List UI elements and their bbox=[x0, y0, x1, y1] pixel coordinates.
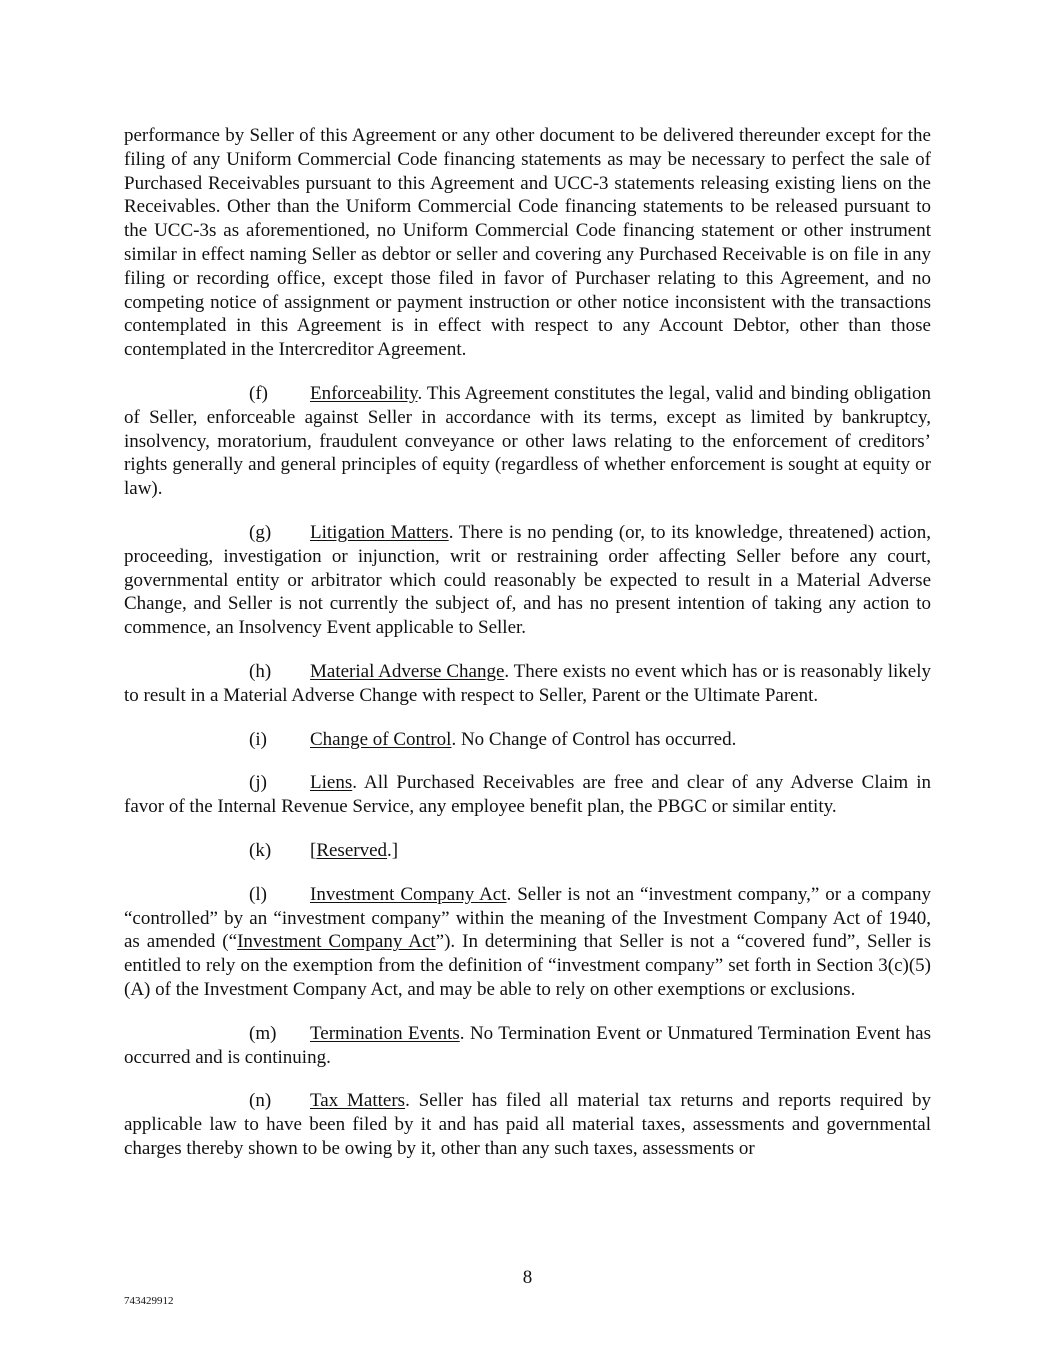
section-g-body: . There is no pending (or, to its knowledge, threatened) action, proceeding, investigation or injunction, writ or restraining order affecting Seller before any court, governmental entity or arbitrator which could reasonably be expected to result in a Material Adverse Change, and Seller is not currently the subject of, and has no present intention of taking any action to commence, an Insolvency Event applicable to Seller. bbox=[124, 521, 931, 639]
page-number: 8 bbox=[522, 1267, 533, 1288]
section-j bbox=[124, 771, 931, 819]
section-n bbox=[124, 1089, 931, 1160]
section-f-label: (f) bbox=[249, 382, 268, 404]
document-id: 743429912 bbox=[124, 1295, 174, 1307]
section-l-heading: Investment Company Act bbox=[310, 883, 507, 905]
section-n-label: (n) bbox=[249, 1090, 272, 1112]
section-n-heading: Tax Matters bbox=[310, 1090, 406, 1112]
section-h-heading: Material Adverse Change bbox=[310, 660, 505, 682]
section-m-label: (m) bbox=[249, 1022, 277, 1044]
section-l-body-a: . Seller is not an “investment company,” or a company “controlled” by an “investment company” within the meaning of the Investment Company Act of 1940, as amended (“ bbox=[124, 883, 931, 953]
intro-paragraph: performance by Seller of this Agreement or any other document to be delivered thereunder except for the filing of any Uniform Commercial Code financing statements as may be necessary to perfect the sale of Purchased Receivables pursuant to this Agreement and UCC-3 statements releasing existing liens on the Receivables. Other than the Uniform Commercial Code financing statements to be released pursuant to the UCC-3s as aforementioned, no Uniform Commercial Code financing statement or other instrument similar in effect naming Seller as debtor or seller and covering any Purchased Receivable is on file in any filing or recording office, except those filed in favor of Purchaser relating to this Agreement, and no competing notice of assignment or payment instruction or other notice inconsistent with the transactions contemplated in this Agreement is in effect with respect to any Account Debtor, other than those contemplated in the Intercreditor Agreement. bbox=[124, 125, 931, 361]
section-k-label: (k) bbox=[249, 839, 272, 861]
section-k bbox=[124, 839, 931, 863]
section-f-body: . This Agreement constitutes the legal, valid and binding obligation of Seller, enforceable against Seller in accordance with its terms, except as limited by bankruptcy, insolvency, moratorium, fraudulent conveyance or other laws relating to the enforcement of creditors’ rights generally and general principles of equity (regardless of whether enforcement is sought at equity or law). bbox=[124, 382, 931, 500]
section-g bbox=[124, 521, 931, 640]
section-i-body: . No Change of Control has occurred. bbox=[451, 728, 737, 750]
section-l bbox=[124, 883, 931, 1002]
section-m bbox=[124, 1022, 931, 1070]
section-m-body: . No Termination Event or Unmatured Termination Event has occurred and is continuing. bbox=[124, 1022, 931, 1068]
section-h bbox=[124, 660, 931, 708]
section-k-bracket-open: [ bbox=[310, 839, 317, 861]
section-n-body: . Seller has filed all material tax returns and reports required by applicable law to have been filed by it and has paid all material taxes, assessments and governmental charges thereby shown to be owing by it, other than any such taxes, assessments or bbox=[124, 1090, 931, 1159]
section-f-heading: Enforceability bbox=[310, 382, 418, 404]
section-k-body: .] bbox=[387, 839, 399, 861]
section-i bbox=[124, 728, 931, 752]
section-i-label: (i) bbox=[249, 728, 267, 750]
section-h-body: . There exists no event which has or is reasonably likely to result in a Material Adverse Change with respect to Seller, Parent or the Ultimate Parent. bbox=[124, 660, 931, 706]
section-l-label: (l) bbox=[249, 883, 267, 905]
section-l-body-b: ”). In determining that Seller is not a “covered fund”, Seller is entitled to rely on the exemption from the definition of “investment company” set forth in Section 3(c)(5)(A) of the Investment Company Act, and may be able to rely on other exemptions or exclusions. bbox=[124, 931, 931, 1000]
section-f bbox=[124, 382, 931, 501]
section-g-heading: Litigation Matters bbox=[310, 521, 449, 543]
body-text bbox=[124, 124, 931, 1161]
section-h-label: (h) bbox=[249, 660, 272, 682]
section-j-body: . All Purchased Receivables are free and clear of any Adverse Claim in favor of the Internal Revenue Service, any employee benefit plan, the PBGC or similar entity. bbox=[124, 772, 931, 818]
section-i-heading: Change of Control bbox=[310, 728, 452, 750]
section-l-defined-term: Investment Company Act bbox=[237, 931, 436, 953]
section-j-label: (j) bbox=[249, 772, 267, 794]
section-j-heading: Liens bbox=[310, 772, 353, 794]
section-m-heading: Termination Events bbox=[310, 1022, 460, 1044]
section-g-label: (g) bbox=[249, 521, 272, 543]
section-k-heading: Reserved bbox=[316, 839, 388, 861]
